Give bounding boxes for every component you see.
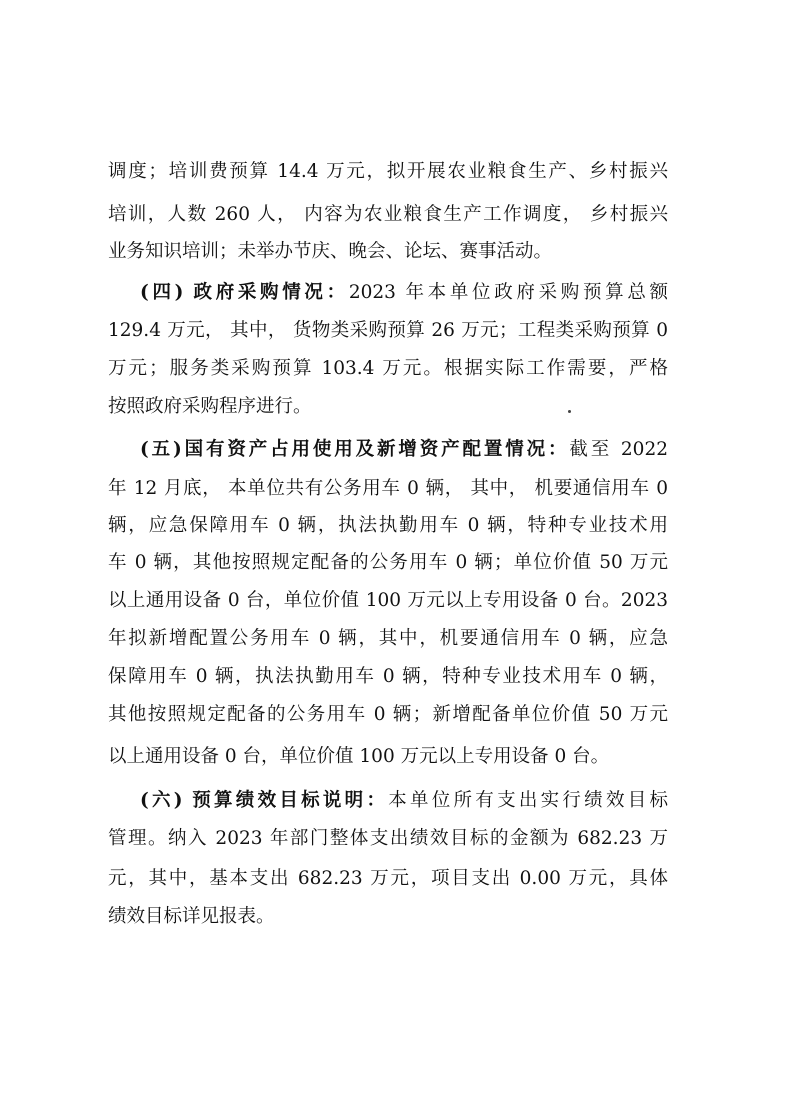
text-run: 本单位所有支出实行绩效目标 [388, 790, 668, 811]
text-line: 管理。纳入 2023 年部门整体支出绩效目标的金额为 682.23 万 [108, 828, 668, 849]
text-line: 保障用车 0 辆，执法执勤用车 0 辆，特种专业技术用车 0 辆， [108, 666, 668, 687]
text-line: 绩效目标详见报表。 [108, 906, 275, 927]
text-line: 以上通用设备 0 台，单位价值 100 万元以上专用设备 0 台。2023 [108, 590, 668, 611]
text-line: 调度；培训费预算 14.4 万元，拟开展农业粮食生产、乡村振兴 [108, 161, 668, 182]
text-run: 2023 年本单位政府采购预算总额 [348, 282, 668, 303]
section-6-heading: (六) 预算绩效目标说明： [140, 790, 389, 811]
section-5-heading: (五)国有资产占用使用及新增资产配置情况： [140, 439, 570, 460]
text-run: 截至 2022 [569, 439, 668, 460]
text-line: 车 0 辆，其他按照规定配备的公务用车 0 辆；单位价值 50 万元 [108, 552, 668, 573]
text-line: 元，其中，基本支出 682.23 万元，项目支出 0.00 万元，具体 [108, 868, 668, 889]
section-4-first-line [140, 281, 668, 305]
section-5-first-line [140, 438, 668, 462]
text-line: 培训，人数 260 人， 内容为农业粮食生产工作调度， 乡村振兴 [108, 204, 668, 225]
text-line: 年拟新增配置公务用车 0 辆，其中，机要通信用车 0 辆，应急 [108, 628, 668, 649]
text-line: 业务知识培训；未举办节庆、晚会、论坛、赛事活动。 [108, 241, 553, 262]
section-4-heading: (四) 政府采购情况： [140, 282, 349, 303]
text-line: 年 12 月底， 本单位共有公务用车 0 辆， 其中， 机要通信用车 0 [108, 478, 668, 499]
text-line: 以上通用设备 0 台，单位价值 100 万元以上专用设备 0 台。 [108, 746, 610, 767]
text-line: 其他按照规定配备的公务用车 0 辆；新增配备单位价值 50 万元 [108, 704, 668, 725]
text-line: 辆，应急保障用车 0 辆，执法执勤用车 0 辆，特种专业技术用 [108, 515, 668, 536]
scan-dot [568, 410, 571, 413]
text-line: 129.4 万元， 其中， 货物类采购预算 26 万元；工程类采购预算 0 [108, 320, 668, 341]
text-line: 万元；服务类采购预算 103.4 万元。根据实际工作需要，严格 [108, 358, 668, 379]
text-line: 按照政府采购程序进行。 [108, 396, 312, 417]
section-6-first-line [140, 789, 668, 813]
